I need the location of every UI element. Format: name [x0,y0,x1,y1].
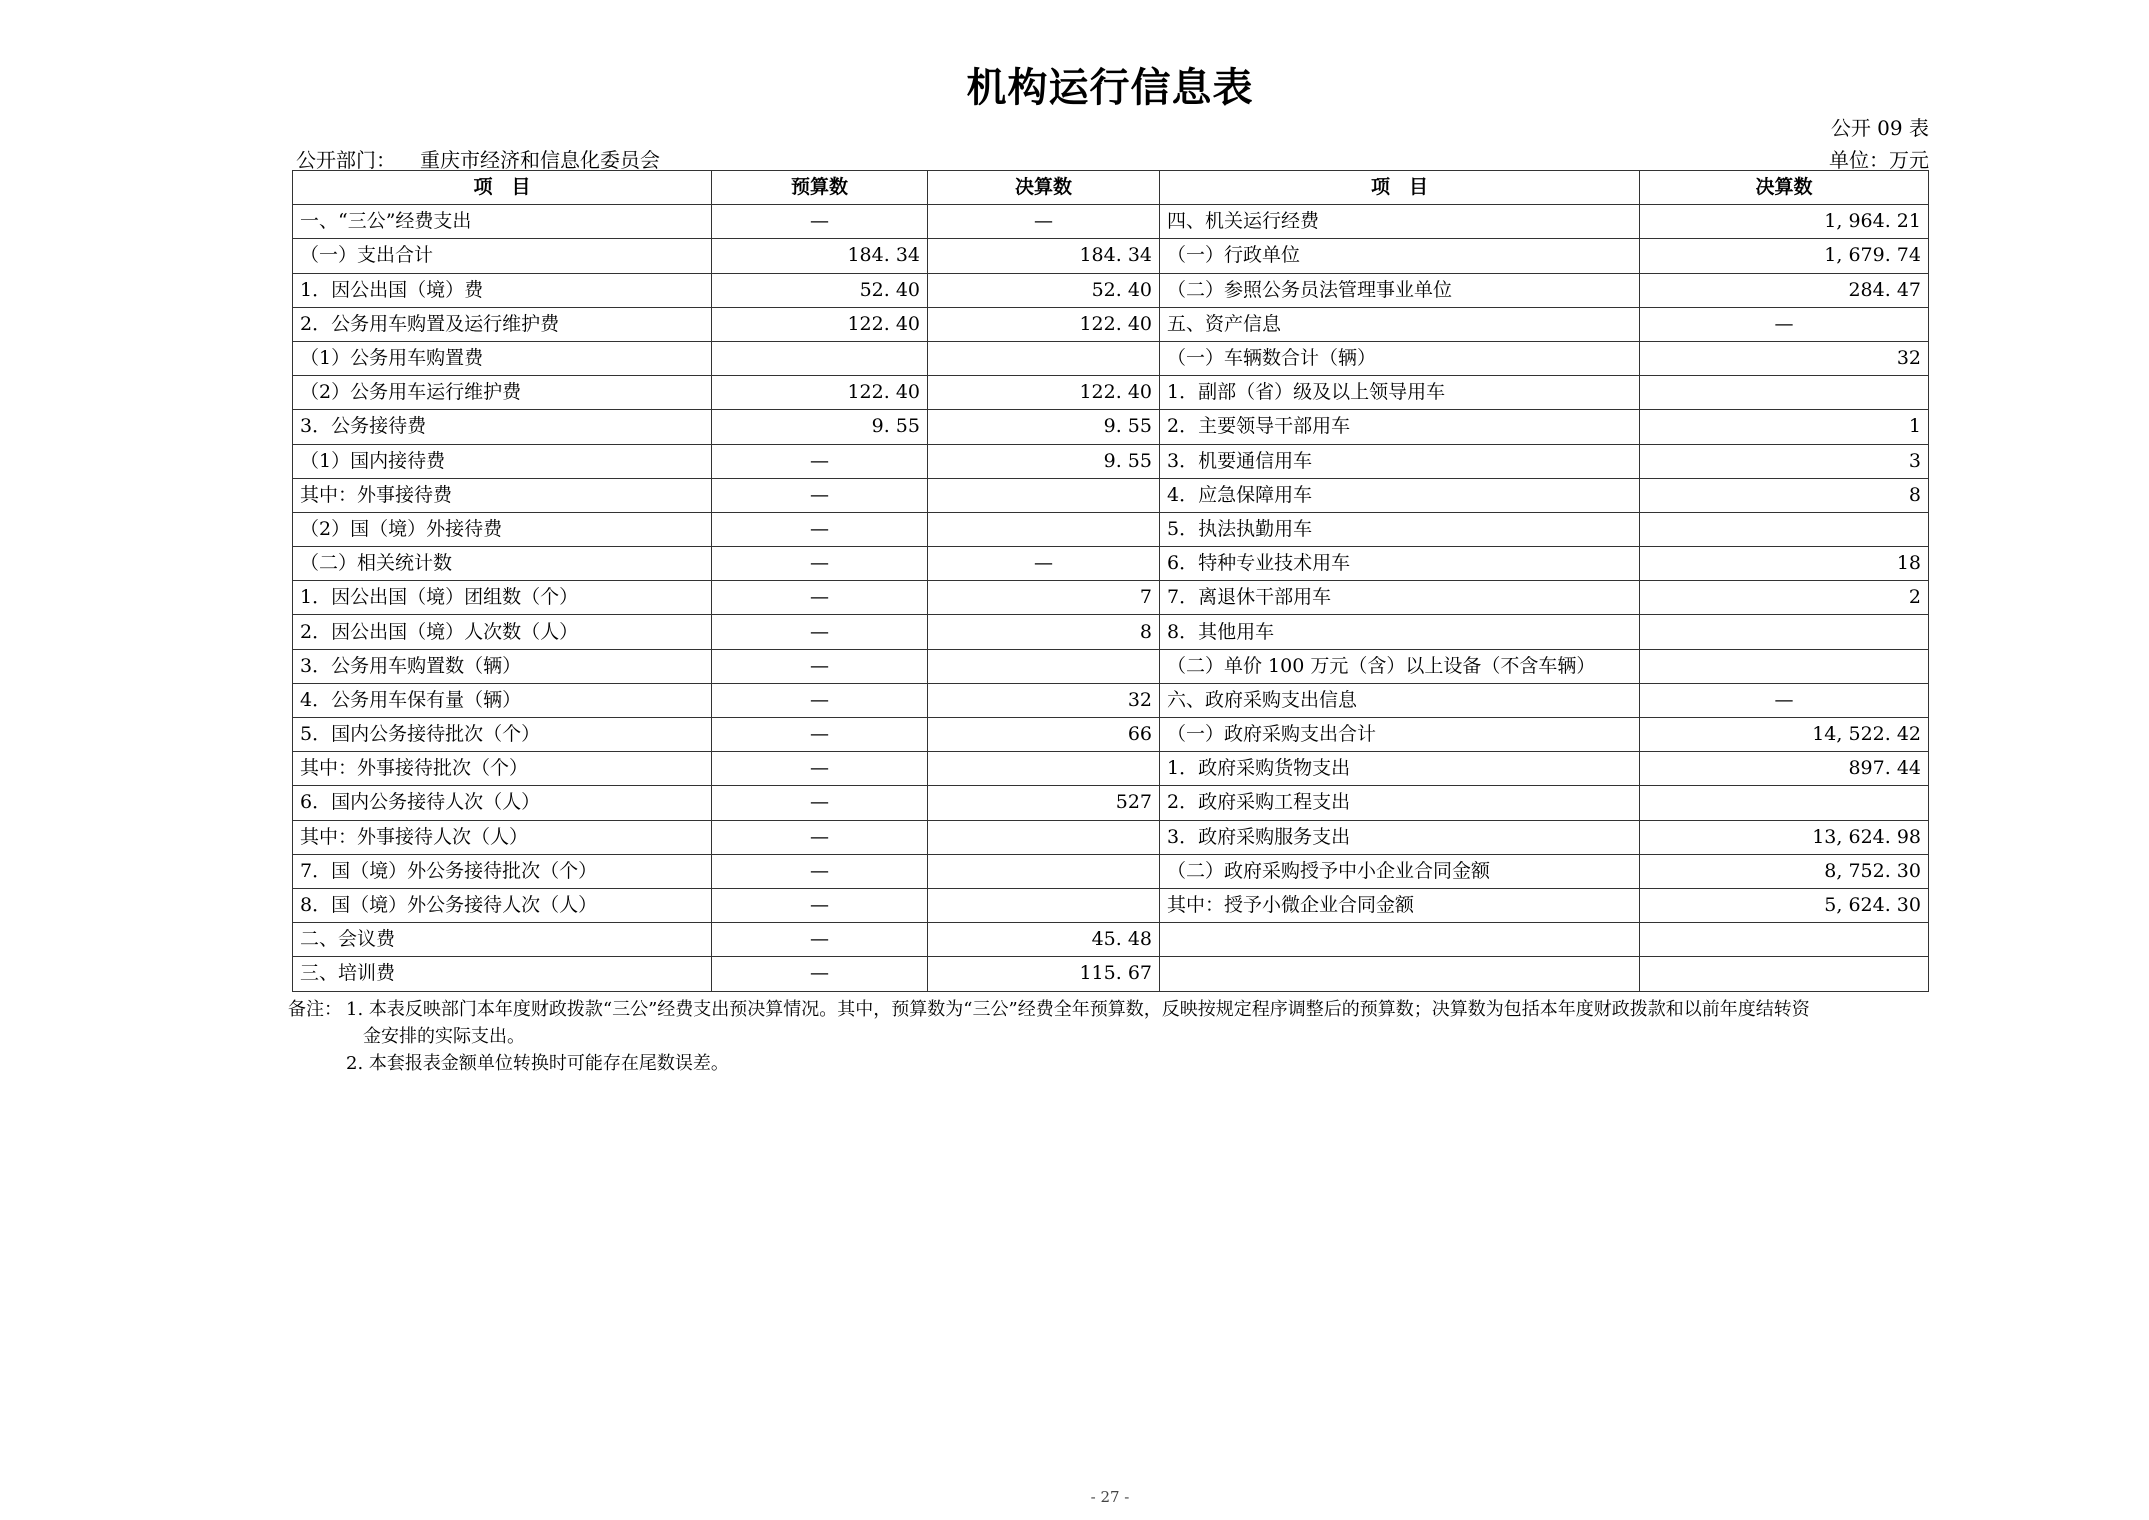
left-budget-cell [712,341,928,375]
right-item-cell: 2．政府采购工程支出 [1160,786,1640,820]
unit-label: 单位：万元 [1829,148,1929,172]
note-1 [288,996,1938,1023]
table-header-row [293,171,1929,205]
left-budget-cell: — [712,478,928,512]
right-item-cell: （二）政府采购授予中小企业合同金额 [1160,854,1640,888]
right-item-cell: （二）参照公务员法管理事业单位 [1160,273,1640,307]
table-row [293,512,1929,546]
left-budget-cell: — [712,820,928,854]
left-budget-cell: — [712,786,928,820]
right-final-cell [1640,786,1929,820]
left-item-cell: 二、会议费 [293,923,712,957]
right-item-cell: （二）单价 100 万元（含）以上设备（不含车辆） [1160,649,1640,683]
left-budget-cell: — [712,923,928,957]
left-item-cell: 8．国（境）外公务接待人次（人） [293,888,712,922]
left-budget-cell: — [712,752,928,786]
left-final-cell: 122. 40 [928,307,1160,341]
right-final-cell: — [1640,307,1929,341]
left-item-cell: 3．公务用车购置数（辆） [293,649,712,683]
table-row [293,923,1929,957]
right-final-cell: 1 [1640,410,1929,444]
note-prefix: 备注： [288,999,342,1020]
left-final-cell [928,341,1160,375]
right-final-cell: 5, 624. 30 [1640,888,1929,922]
left-final-cell: — [928,205,1160,239]
left-final-cell: 184. 34 [928,239,1160,273]
left-budget-cell: 184. 34 [712,239,928,273]
header-left-budget: 预算数 [712,171,928,205]
header-right-final: 决算数 [1640,171,1929,205]
table-row [293,410,1929,444]
table-row [293,307,1929,341]
left-final-cell: 52. 40 [928,273,1160,307]
note-2: 2. 本套报表金额单位转换时可能存在尾数误差。 [346,1053,729,1074]
left-item-cell: 3．公务接待费 [293,410,712,444]
page-title: 机构运行信息表 [966,65,1254,111]
left-budget-cell: — [712,512,928,546]
left-item-cell: 1．因公出国（境）团组数（个） [293,581,712,615]
left-item-cell: 1．因公出国（境）费 [293,273,712,307]
left-budget-cell: — [712,444,928,478]
table-row [293,444,1929,478]
right-final-cell [1640,957,1929,991]
table-row [293,273,1929,307]
right-item-cell: 5．执法执勤用车 [1160,512,1640,546]
info-table [292,170,1929,992]
table-row [293,615,1929,649]
left-item-cell: （二）相关统计数 [293,547,712,581]
left-final-cell: 32 [928,683,1160,717]
left-final-cell [928,854,1160,888]
right-item-cell: 五、资产信息 [1160,307,1640,341]
left-final-cell: 8 [928,615,1160,649]
left-budget-cell: — [712,888,928,922]
table-row [293,547,1929,581]
left-budget-cell: — [712,649,928,683]
left-final-cell: 7 [928,581,1160,615]
left-item-cell: 一、“三公”经费支出 [293,205,712,239]
department-label [296,144,660,173]
left-item-cell: 2．因公出国（境）人次数（人） [293,615,712,649]
right-final-cell: 3 [1640,444,1929,478]
left-item-cell: 4．公务用车保有量（辆） [293,683,712,717]
right-final-cell: 284. 47 [1640,273,1929,307]
left-item-cell: 2．公务用车购置及运行维护费 [293,307,712,341]
left-budget-cell: — [712,205,928,239]
table-row [293,581,1929,615]
table-row [293,957,1929,991]
right-item-cell: 6．特种专业技术用车 [1160,547,1640,581]
right-final-cell [1640,512,1929,546]
left-budget-cell: 122. 40 [712,376,928,410]
header-right-item: 项 目 [1160,171,1640,205]
right-final-cell: 18 [1640,547,1929,581]
right-final-cell: 13, 624. 98 [1640,820,1929,854]
left-item-cell: 7．国（境）外公务接待批次（个） [293,854,712,888]
header-left-item: 项 目 [293,171,712,205]
right-final-cell: 14, 522. 42 [1640,718,1929,752]
left-final-cell: 9. 55 [928,444,1160,478]
table-row [293,649,1929,683]
right-final-cell [1640,615,1929,649]
left-final-cell: — [928,547,1160,581]
note-1-continuation: 金安排的实际支出。 [363,1026,525,1047]
table-row [293,205,1929,239]
right-item-cell: 1．副部（省）级及以上领导用车 [1160,376,1640,410]
table-row [293,786,1929,820]
table-row [293,683,1929,717]
left-final-cell [928,820,1160,854]
right-final-cell: — [1640,683,1929,717]
right-final-cell: 8 [1640,478,1929,512]
left-item-cell: （1）公务用车购置费 [293,341,712,375]
left-budget-cell: — [712,718,928,752]
left-item-cell: 其中：外事接待批次（个） [293,752,712,786]
note-1-text: 1. 本表反映部门本年度财政拨款“三公”经费支出预决算情况。其中，预算数为“三公”经费全年预算数，反映按规定程序调整后的预算数；决算数为包括本年度财政拨款和以前年度结转资 [346,999,1810,1020]
header-left-final: 决算数 [928,171,1160,205]
left-budget-cell: 122. 40 [712,307,928,341]
left-item-cell: （2）国（境）外接待费 [293,512,712,546]
table-row [293,752,1929,786]
left-item-cell: 三、培训费 [293,957,712,991]
table-row [293,478,1929,512]
left-final-cell [928,512,1160,546]
left-final-cell: 527 [928,786,1160,820]
left-item-cell: 6．国内公务接待人次（人） [293,786,712,820]
left-budget-cell: — [712,581,928,615]
notes [288,996,1938,1077]
right-final-cell: 2 [1640,581,1929,615]
left-budget-cell: — [712,854,928,888]
right-final-cell: 897. 44 [1640,752,1929,786]
left-item-cell: （一）支出合计 [293,239,712,273]
right-item-cell: （一）车辆数合计（辆） [1160,341,1640,375]
table-row [293,239,1929,273]
left-item-cell: （2）公务用车运行维护费 [293,376,712,410]
right-item-cell: （一）政府采购支出合计 [1160,718,1640,752]
left-budget-cell: 52. 40 [712,273,928,307]
table-row [293,718,1929,752]
right-item-cell: 4．应急保障用车 [1160,478,1640,512]
left-budget-cell: 9. 55 [712,410,928,444]
right-final-cell: 1, 679. 74 [1640,239,1929,273]
right-item-cell: 2．主要领导干部用车 [1160,410,1640,444]
left-final-cell: 45. 48 [928,923,1160,957]
right-item-cell: 四、机关运行经费 [1160,205,1640,239]
right-item-cell: 8．其他用车 [1160,615,1640,649]
table-body [293,205,1929,991]
right-item-cell: 其中：授予小微企业合同金额 [1160,888,1640,922]
table-row [293,341,1929,375]
right-item-cell [1160,957,1640,991]
left-budget-cell: — [712,957,928,991]
right-item-cell: 3．机要通信用车 [1160,444,1640,478]
left-final-cell [928,752,1160,786]
left-final-cell: 9. 55 [928,410,1160,444]
table-row [293,376,1929,410]
left-final-cell [928,478,1160,512]
right-final-cell: 1, 964. 21 [1640,205,1929,239]
left-budget-cell: — [712,615,928,649]
table-row [293,888,1929,922]
right-item-cell: 7．离退休干部用车 [1160,581,1640,615]
left-item-cell: 5．国内公务接待批次（个） [293,718,712,752]
left-final-cell: 122. 40 [928,376,1160,410]
right-final-cell [1640,376,1929,410]
left-item-cell: 其中：外事接待费 [293,478,712,512]
left-budget-cell: — [712,547,928,581]
left-final-cell [928,649,1160,683]
left-item-cell: 其中：外事接待人次（人） [293,820,712,854]
left-final-cell [928,888,1160,922]
left-final-cell: 115. 67 [928,957,1160,991]
left-item-cell: （1）国内接待费 [293,444,712,478]
right-final-cell [1640,923,1929,957]
right-final-cell: 32 [1640,341,1929,375]
right-item-cell: 3．政府采购服务支出 [1160,820,1640,854]
department-label-text: 公开部门： [296,148,396,172]
page-number: - 27 - [1090,1488,1130,1506]
department-name: 重庆市经济和信息化委员会 [420,148,660,172]
right-final-cell [1640,649,1929,683]
form-number: 公开 09 表 [1830,116,1929,140]
table-row [293,854,1929,888]
table-row [293,820,1929,854]
right-item-cell: 1．政府采购货物支出 [1160,752,1640,786]
right-item-cell: 六、政府采购支出信息 [1160,683,1640,717]
left-budget-cell: — [712,683,928,717]
right-item-cell [1160,923,1640,957]
right-final-cell: 8, 752. 30 [1640,854,1929,888]
left-final-cell: 66 [928,718,1160,752]
right-item-cell: （一）行政单位 [1160,239,1640,273]
